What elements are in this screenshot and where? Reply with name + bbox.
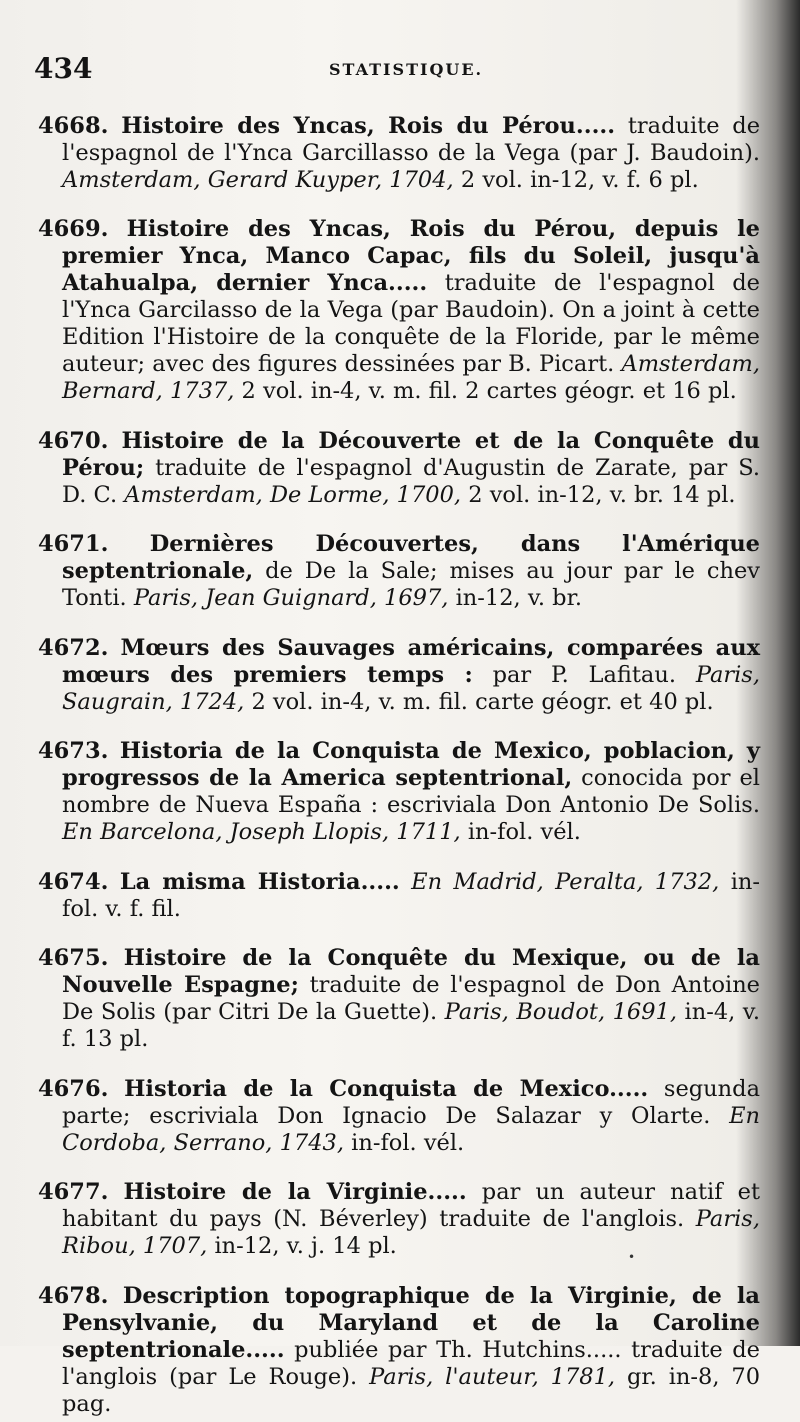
catalogue-entry [38,1179,760,1260]
page-speck: • [628,1250,636,1264]
entry-title: Description topographique de la Virginie, de la Pensylvanie, du Maryland et de la Caroline septentrionale..... [62,1282,761,1363]
entry-number: 4677. [38,1179,109,1205]
entry-imprint: Amsterdam, De Lorme, 1700, [124,481,462,508]
entry-imprint: Paris, Saugrain, 1724, [62,661,761,715]
entry-imprint: En Madrid, Peralta, 1732, [411,868,720,895]
entry-format: 2 vol. in-12, v. f. 6 pl. [460,166,699,193]
catalogue-entry [38,216,760,405]
entry-number: 4674. [38,868,109,895]
entry-format: gr. in-8, 70 pag. [62,1363,761,1417]
entry-title: Histoire des Yncas, Rois du Pérou..... [121,112,616,139]
catalogue-entries [38,90,760,1422]
entry-number: 4672. [38,634,109,661]
entry-format: in-fol. vél. [467,819,581,845]
entry-imprint: Paris, Ribou, 1707, [62,1206,760,1259]
entry-imprint: Paris, l'auteur, 1781, [369,1363,616,1390]
entry-description: publiée par Th. Hutchins..... traduite de l'anglois (par Le Rouge). [62,1336,760,1390]
entry-description: traduite de l'espagnol de Don Antoine De Solis (par Citri De la Guette). [62,972,761,1025]
entry-format: 2 vol. in-12, v. br. 14 pl. [468,481,736,508]
entry-title: Histoire de la Découverte et de la Conquête du Pérou; [62,427,760,481]
entry-format: in-4, v. f. 13 pl. [62,999,760,1052]
catalogue-entry [38,869,760,923]
entry-description: traduite de l'espagnol de l'Ynca Garcillasso de la Vega (par J. Baudoin). [62,112,761,166]
entry-title: Histoire des Yncas, Rois du Pérou, depuis le premier Ynca, Manco Capac, fils du Soleil, jusqu'à Atahualpa, dernier Ynca..... [62,216,760,296]
entry-title: Histoire de la Conquête du Mexique, ou de la Nouvelle Espagne; [62,945,761,998]
entry-number: 4669. [38,216,109,242]
entry-description: par P. Lafitau. [492,661,676,688]
entry-number: 4673. [38,738,109,764]
page-number: 434 [34,52,93,85]
entry-format: in-12, v. br. [455,585,583,611]
catalogue-entry [38,113,760,194]
entry-number: 4678. [38,1282,109,1309]
entry-imprint: Paris, Boudot, 1691, [444,999,678,1025]
catalogue-entry [38,428,760,509]
entry-number: 4676. [38,1075,109,1102]
entry-imprint: En Barcelona, Joseph Llopis, 1711, [62,819,461,845]
catalogue-entry [38,531,760,612]
entry-title: La misma Historia..... [119,868,400,895]
entry-format: in-12, v. j. 14 pl. [214,1233,397,1259]
entry-imprint: En Cordoba, Serrano, 1743, [62,1102,760,1156]
entry-number: 4675. [38,945,109,971]
page-header [34,52,750,86]
catalogue-entry [38,1076,760,1157]
entry-description: par un auteur natif et habitant du pays (N. Béverley) traduite de l'anglois. [62,1179,760,1232]
entry-imprint: Amsterdam, Bernard, 1737, [62,351,761,404]
entry-title: Histoire de la Virginie..... [123,1179,467,1205]
catalogue-entry [38,945,760,1053]
entry-imprint: Amsterdam, Gerard Kuyper, 1704, [62,166,454,193]
entry-description: conocida por el nombre de Nueva España : escriviala Don Antonio De Solis. [62,765,760,818]
entry-description: segunda parte; escriviala Don Ignacio De Salazar y Olarte. [62,1075,760,1129]
entry-number: 4668. [38,112,109,139]
entry-title: Mœurs des Sauvages américains, comparées aux mœurs des premiers temps : [62,634,761,688]
entry-number: 4670. [38,427,109,454]
catalogue-entry [38,1283,760,1418]
entry-description: traduite de l'espagnol d'Augustin de Zarate, par S. D. C. [62,454,760,508]
entry-format: 2 vol. in-4, v. m. fil. 2 cartes géogr. et 16 pl. [241,378,737,404]
entry-description: de De la Sale; mises au jour par le chev Tonti. [62,558,760,611]
entry-title: Historia de la Conquista de Mexico..... [124,1075,649,1102]
catalogue-entry [38,738,760,846]
entry-format: in-fol. vél. [351,1129,465,1156]
entry-format: 2 vol. in-4, v. m. fil. carte géogr. et 40 pl. [251,688,714,715]
entry-imprint: Paris, Jean Guignard, 1697, [133,585,449,611]
running-head: STATISTIQUE. [329,60,484,79]
entry-title: Historia de la Conquista de Mexico, poblacion, y progressos de la America septentrional, [62,738,760,791]
entry-description: traduite de l'espagnol de l'Ynca Garcilasso de la Vega (par Baudoin). On a joint à cette Edition l'Histoire de la conquête de la Floride, par le même auteur; avec des figures dessinées par B. Picart. [62,270,760,377]
entry-number: 4671. [38,531,109,557]
entry-format: in-fol. v. f. fil. [62,868,761,922]
entry-title: Dernières Découvertes, dans l'Amérique septentrionale, [62,531,760,584]
catalogue-entry [38,635,760,716]
